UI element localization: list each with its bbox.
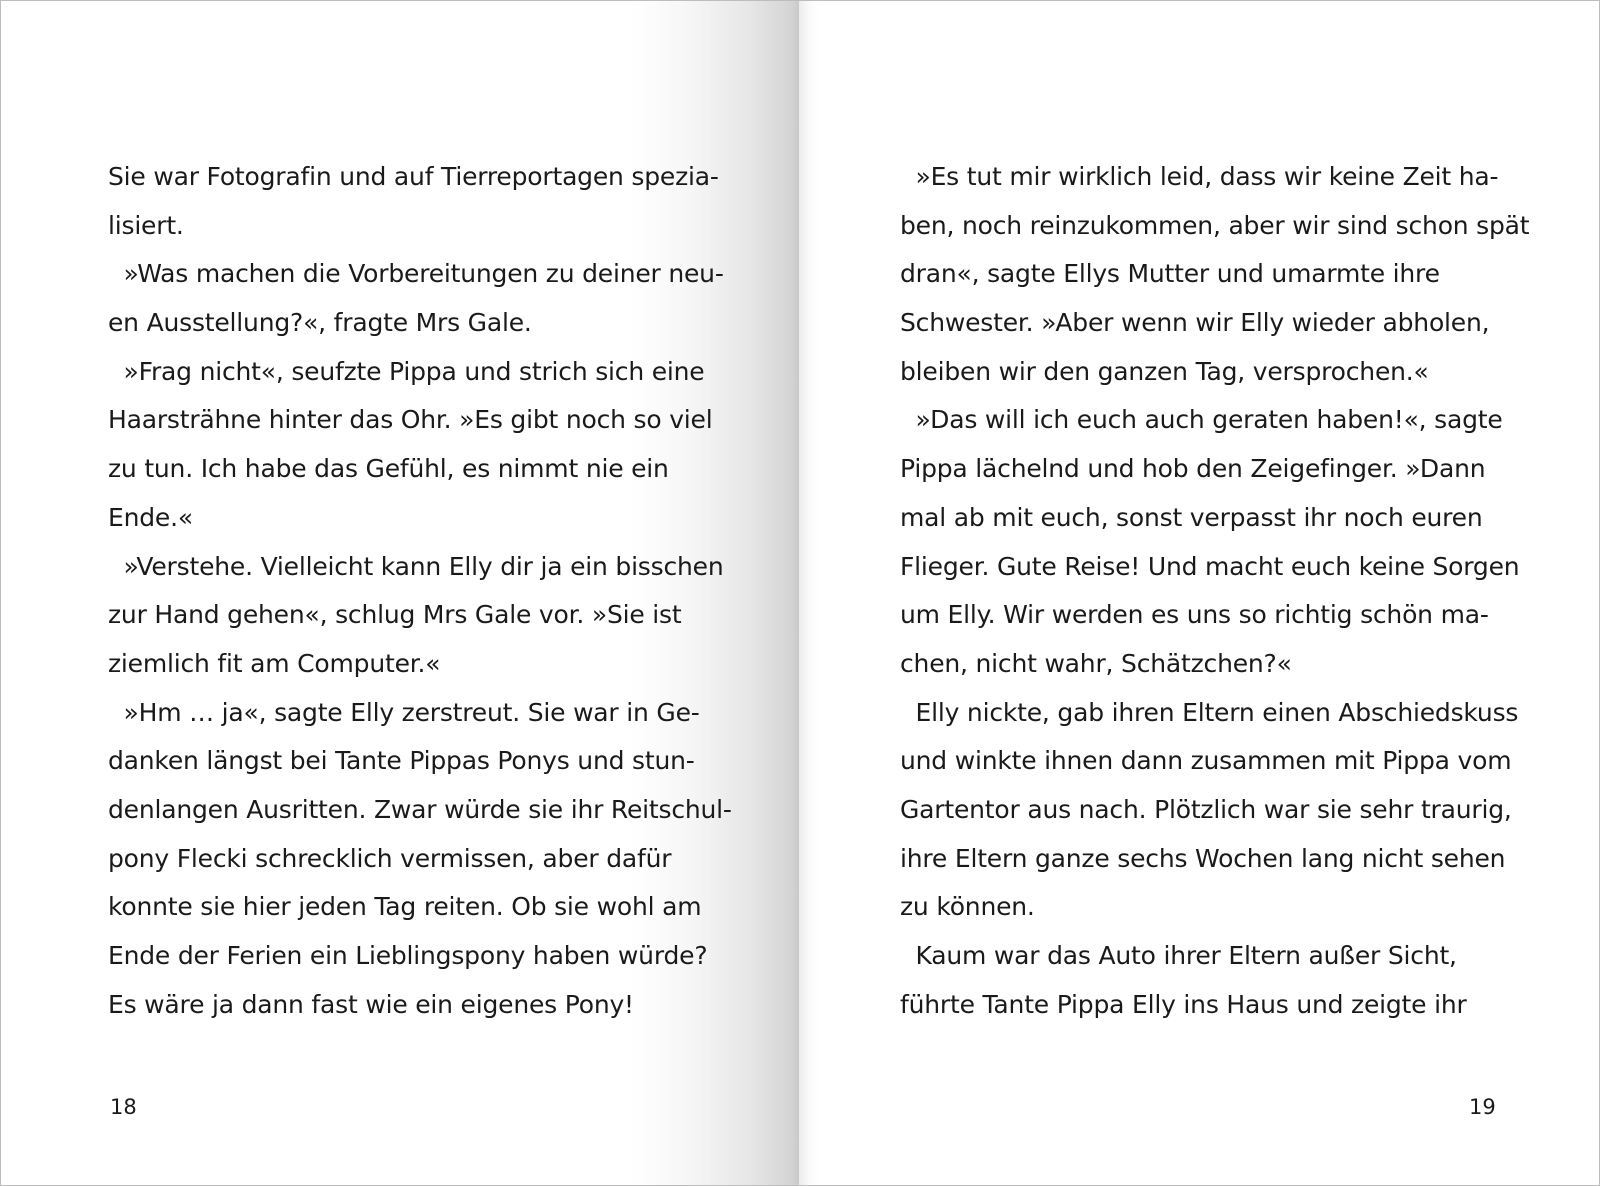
text-line: ziemlich fit am Computer.« [108,648,441,678]
text-line: Ende.« [108,502,193,532]
text-line: konnte sie hier jeden Tag reiten. Ob sie wohl am [108,892,702,922]
text-line: »Frag nicht«, seufzte Pippa und strich sich eine [108,356,705,386]
text-line: Pippa lächelnd und hob den Zeigefinger. »Dann [900,454,1486,484]
text-line: chen, nicht wahr, Schätzchen?« [900,648,1292,678]
text-line: Es wäre ja dann fast wie ein eigenes Pony! [108,989,634,1019]
text-line: zu können. [900,892,1035,922]
text-line: Flieger. Gute Reise! Und macht euch keine Sorgen [900,551,1520,581]
text-line: »Verstehe. Vielleicht kann Elly dir ja ein bisschen [108,551,724,581]
text-line: Kaum war das Auto ihrer Eltern außer Sicht, [900,941,1457,970]
text-line: ihre Eltern ganze sechs Wochen lang nicht sehen [900,843,1506,873]
text-line: »Hm … ja«, sagte Elly zerstreut. Sie war in Ge- [108,697,700,727]
left-page [0,0,799,1186]
text-line: ben, noch reinzukommen, aber wir sind schon spät [900,210,1530,240]
right-page-text [900,153,1530,1029]
text-line: Elly nickte, gab ihren Eltern einen Abschiedskuss [900,697,1519,727]
text-line: bleiben wir den ganzen Tag, versprochen.« [900,356,1429,386]
text-line: »Es tut mir wirklich leid, dass wir keine Zeit ha- [900,162,1499,191]
text-line: und winkte ihnen dann zusammen mit Pippa vom [900,746,1512,776]
right-page [799,0,1600,1186]
text-line: Sie war Fotografin und auf Tierreportagen spezia- [108,162,719,191]
text-line: lisiert. [108,210,184,240]
text-line: »Das will ich euch auch geraten haben!«, sagte [900,405,1503,435]
text-line: mal ab mit euch, sonst verpasst ihr noch euren [900,502,1483,532]
text-line: pony Flecki schrecklich vermissen, aber dafür [108,843,672,873]
page-number-left: 18 [110,1095,137,1119]
text-line: Ende der Ferien ein Lieblingspony haben würde? [108,941,708,970]
text-line: Schwester. »Aber wenn wir Elly wieder abholen, [900,308,1490,338]
page-number-right: 19 [1469,1095,1496,1119]
text-line: dran«, sagte Ellys Mutter und umarmte ihre [900,259,1440,289]
text-line: um Elly. Wir werden es uns so richtig schön ma- [900,600,1489,630]
text-line: denlangen Ausritten. Zwar würde sie ihr Reitschul- [108,794,732,824]
text-line: Haarsträhne hinter das Ohr. »Es gibt noch so viel [108,405,713,435]
left-page-text [108,153,732,1029]
text-line: Gartentor aus nach. Plötzlich war sie sehr traurig, [900,794,1512,824]
text-line: zu tun. Ich habe das Gefühl, es nimmt nie ein [108,454,669,484]
text-line: en Ausstellung?«, fragte Mrs Gale. [108,308,532,338]
text-line: danken längst bei Tante Pippas Ponys und stun- [108,746,695,776]
text-line: »Was machen die Vorbereitungen zu deiner neu- [108,259,724,289]
text-line: führte Tante Pippa Elly ins Haus und zeigte ihr [900,989,1467,1019]
text-line: zur Hand gehen«, schlug Mrs Gale vor. »Sie ist [108,600,682,630]
